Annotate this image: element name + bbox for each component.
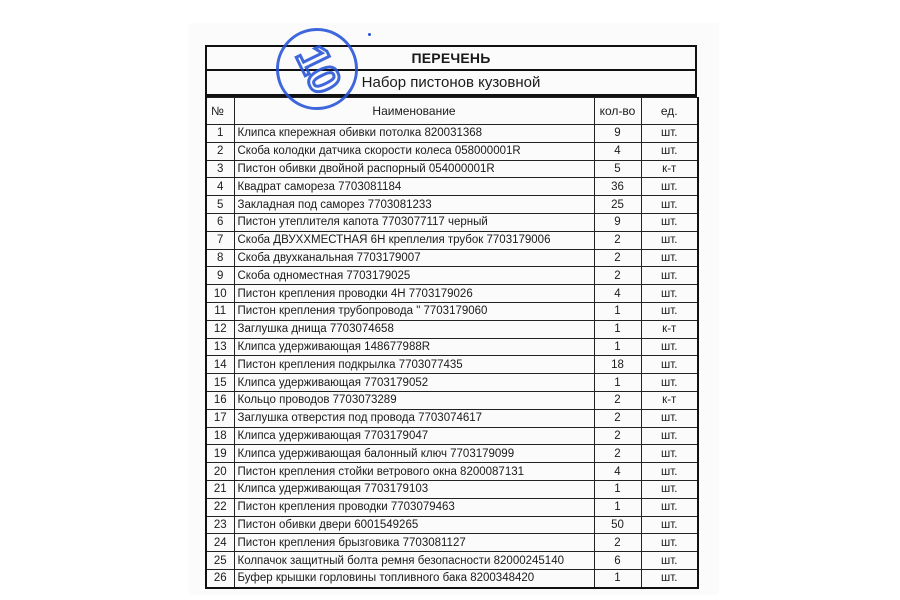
document-title: ПЕРЕЧЕНЬ <box>207 47 695 71</box>
table-row <box>206 302 698 320</box>
column-header-quantity: кол-во <box>594 98 641 125</box>
part-name: Пистон крепления проводки 4Н 7703179026 <box>234 285 594 303</box>
document-subtitle: Набор пистонов кузовной <box>361 74 541 91</box>
quantity: 1 <box>594 374 641 392</box>
quantity: 9 <box>594 213 641 231</box>
unit: шт. <box>641 125 698 143</box>
column-header-name: Наименование <box>234 98 594 125</box>
unit: шт. <box>641 427 698 445</box>
ink-speck <box>368 33 371 36</box>
unit: к-т <box>641 320 698 338</box>
quantity: 4 <box>594 142 641 160</box>
table-row <box>206 498 698 516</box>
table-row <box>206 427 698 445</box>
unit: к-т <box>641 391 698 409</box>
row-number: 4 <box>206 178 234 196</box>
quantity: 1 <box>594 320 641 338</box>
quantity: 2 <box>594 534 641 552</box>
table-row <box>206 320 698 338</box>
row-number: 16 <box>206 391 234 409</box>
quantity: 1 <box>594 569 641 587</box>
quantity: 36 <box>594 178 641 196</box>
table-row <box>206 391 698 409</box>
quantity: 9 <box>594 125 641 143</box>
table-row <box>206 213 698 231</box>
part-name: Пистон крепления подкрылка 7703077435 <box>234 356 594 374</box>
quantity: 2 <box>594 427 641 445</box>
quantity: 2 <box>594 231 641 249</box>
part-name: Пистон крепления стойки ветрового окна 8200087131 <box>234 463 594 481</box>
unit: шт. <box>641 338 698 356</box>
row-number: 21 <box>206 480 234 498</box>
table-row <box>206 409 698 427</box>
unit: шт. <box>641 213 698 231</box>
quantity: 2 <box>594 267 641 285</box>
part-name: Пистон крепления брызговика 7703081127 <box>234 534 594 552</box>
unit: шт. <box>641 356 698 374</box>
quantity: 2 <box>594 391 641 409</box>
parts-list-document <box>205 45 697 589</box>
unit: шт. <box>641 285 698 303</box>
table-row <box>206 356 698 374</box>
row-number: 17 <box>206 409 234 427</box>
unit: шт. <box>641 445 698 463</box>
row-number: 1 <box>206 125 234 143</box>
row-number: 25 <box>206 552 234 570</box>
unit: шт. <box>641 480 698 498</box>
quantity: 6 <box>594 552 641 570</box>
row-number: 26 <box>206 569 234 587</box>
unit: шт. <box>641 516 698 534</box>
unit: шт. <box>641 231 698 249</box>
part-name: Пистон утеплителя капота 7703077117 черный <box>234 213 594 231</box>
table-row <box>206 516 698 534</box>
parts-table <box>205 97 699 589</box>
quantity: 1 <box>594 498 641 516</box>
table-row <box>206 445 698 463</box>
row-number: 23 <box>206 516 234 534</box>
row-number: 14 <box>206 356 234 374</box>
table-row <box>206 196 698 214</box>
part-name: Кольцо проводов 7703073289 <box>234 391 594 409</box>
unit: шт. <box>641 178 698 196</box>
quantity: 50 <box>594 516 641 534</box>
row-number: 19 <box>206 445 234 463</box>
table-row <box>206 178 698 196</box>
part-name: Пистон крепления проводки 7703079463 <box>234 498 594 516</box>
part-name: Скоба колодки датчика скорости колеса 058000001R <box>234 142 594 160</box>
part-name: Закладная под саморез 7703081233 <box>234 196 594 214</box>
part-name: Пистон обивки двери 6001549265 <box>234 516 594 534</box>
unit: шт. <box>641 552 698 570</box>
row-number: 18 <box>206 427 234 445</box>
part-name: Клипса удерживающая 7703179103 <box>234 480 594 498</box>
table-header-row <box>206 98 698 125</box>
part-name: Пистон крепления трубопровода " 7703179060 <box>234 302 594 320</box>
unit: шт. <box>641 142 698 160</box>
part-name: Клипса удерживающая 7703179047 <box>234 427 594 445</box>
part-name: Скоба одноместная 7703179025 <box>234 267 594 285</box>
part-name: Скоба двухканальная 7703179007 <box>234 249 594 267</box>
part-name: Клипса удерживающая 148677988R <box>234 338 594 356</box>
unit: шт. <box>641 498 698 516</box>
row-number: 13 <box>206 338 234 356</box>
quantity: 2 <box>594 409 641 427</box>
row-number: 15 <box>206 374 234 392</box>
table-row <box>206 463 698 481</box>
unit: шт. <box>641 569 698 587</box>
quantity: 1 <box>594 480 641 498</box>
row-number: 12 <box>206 320 234 338</box>
row-number: 7 <box>206 231 234 249</box>
quantity: 18 <box>594 356 641 374</box>
table-row <box>206 249 698 267</box>
unit: шт. <box>641 409 698 427</box>
row-number: 8 <box>206 249 234 267</box>
quantity: 2 <box>594 445 641 463</box>
row-number: 6 <box>206 213 234 231</box>
row-number: 3 <box>206 160 234 178</box>
table-row <box>206 267 698 285</box>
part-name: Колпачок защитный болта ремня безопасности 82000245140 <box>234 552 594 570</box>
table-row <box>206 285 698 303</box>
table-row <box>206 552 698 570</box>
part-name: Клипса кпережная обивки потолка 820031368 <box>234 125 594 143</box>
part-name: Клипса удерживающая 7703179052 <box>234 374 594 392</box>
part-name: Скоба ДВУХХМЕСТНАЯ 6Н креплелия трубок 7703179006 <box>234 231 594 249</box>
row-number: 22 <box>206 498 234 516</box>
table-row <box>206 142 698 160</box>
part-name: Буфер крышки горловины топливного бака 8200348420 <box>234 569 594 587</box>
unit: шт. <box>641 267 698 285</box>
quantity: 4 <box>594 463 641 481</box>
quantity: 5 <box>594 160 641 178</box>
part-name: Заглушка днища 7703074658 <box>234 320 594 338</box>
unit: шт. <box>641 534 698 552</box>
table-row <box>206 569 698 587</box>
quantity: 1 <box>594 338 641 356</box>
row-number: 5 <box>206 196 234 214</box>
table-row <box>206 231 698 249</box>
row-number: 20 <box>206 463 234 481</box>
quantity: 25 <box>594 196 641 214</box>
row-number: 9 <box>206 267 234 285</box>
row-number: 2 <box>206 142 234 160</box>
table-row <box>206 338 698 356</box>
quantity: 1 <box>594 302 641 320</box>
unit: шт. <box>641 302 698 320</box>
part-name: Клипса удерживающая балонный ключ 7703179099 <box>234 445 594 463</box>
unit: шт. <box>641 249 698 267</box>
row-number: 10 <box>206 285 234 303</box>
table-body <box>206 125 698 588</box>
part-name: Пистон обивки двойной распорный 054000001R <box>234 160 594 178</box>
quantity: 2 <box>594 249 641 267</box>
unit: шт. <box>641 196 698 214</box>
table-row <box>206 160 698 178</box>
column-header-unit: ед. <box>641 98 698 125</box>
stamp-number: 10 <box>285 37 350 100</box>
table-row <box>206 480 698 498</box>
unit: к-т <box>641 160 698 178</box>
table-row <box>206 534 698 552</box>
row-number: 24 <box>206 534 234 552</box>
table-row <box>206 374 698 392</box>
column-header-number: № <box>206 98 234 125</box>
part-name: Квадрат самореза 7703081184 <box>234 178 594 196</box>
table-row <box>206 125 698 143</box>
quantity: 4 <box>594 285 641 303</box>
unit: шт. <box>641 463 698 481</box>
row-number: 11 <box>206 302 234 320</box>
unit: шт. <box>641 374 698 392</box>
part-name: Заглушка отверстия под провода 7703074617 <box>234 409 594 427</box>
